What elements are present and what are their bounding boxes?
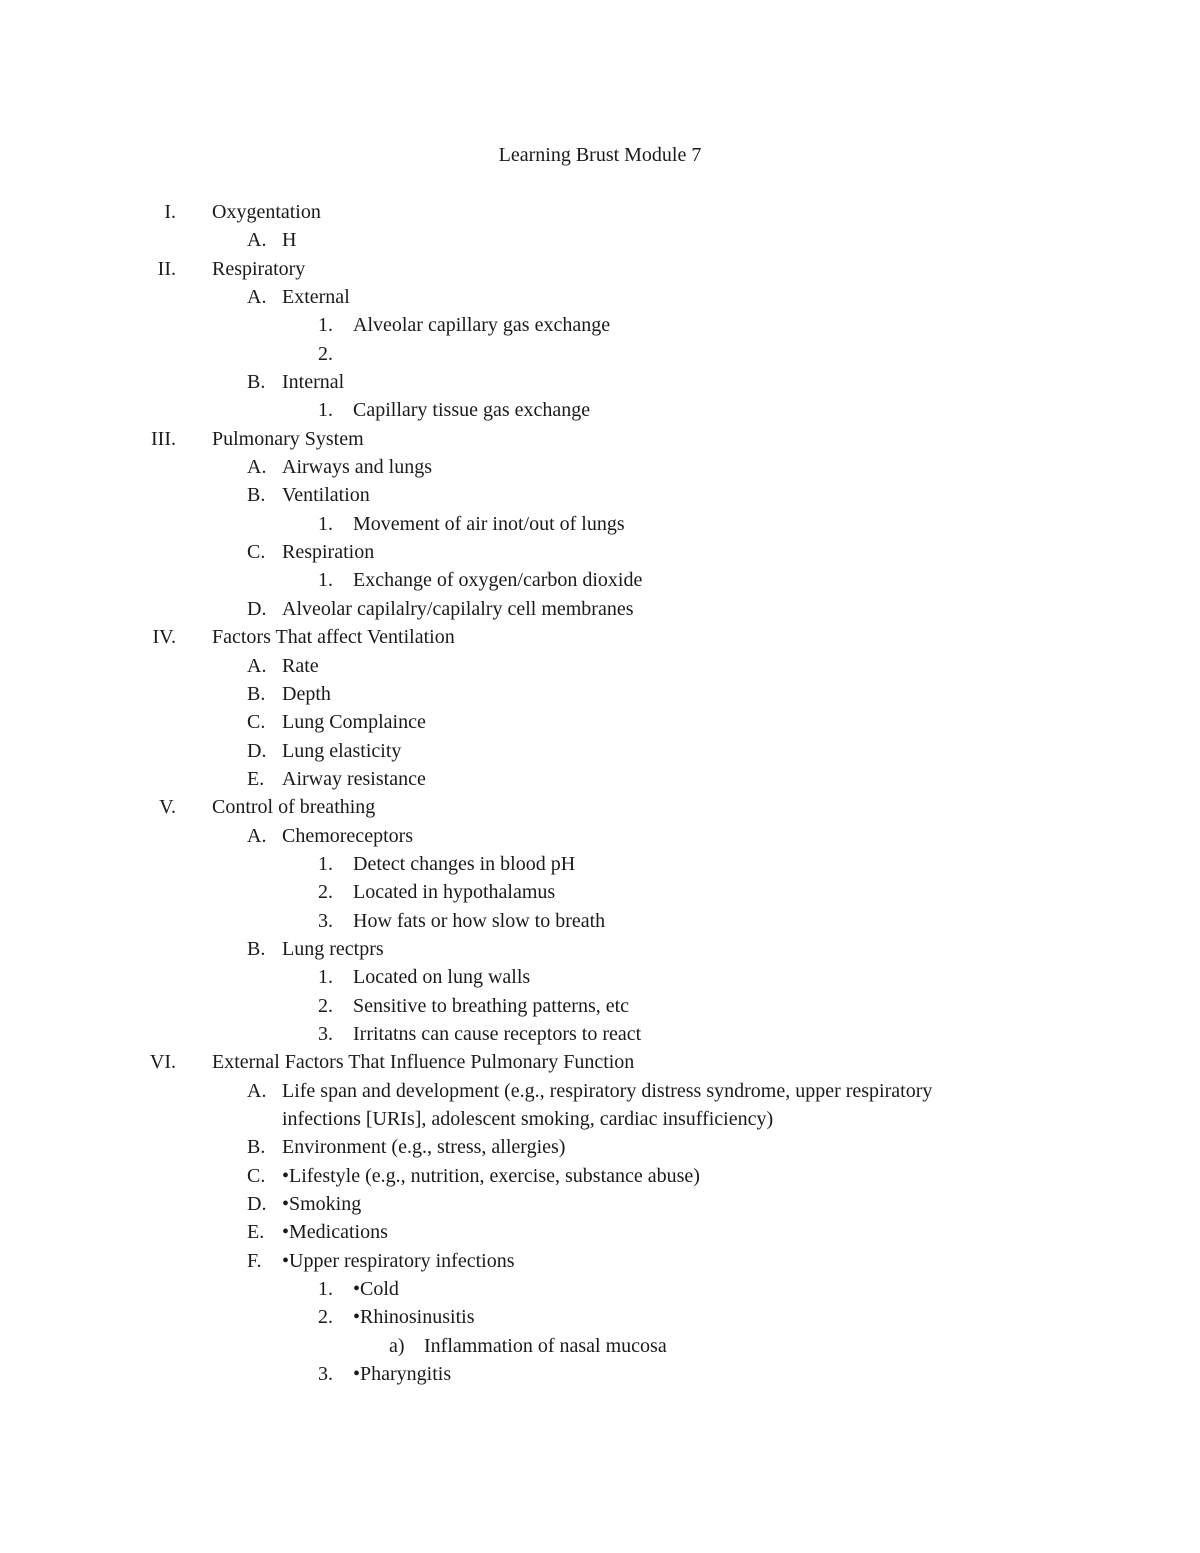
outline-item [0, 368, 1200, 396]
outline-text: Life span and development (e.g., respiratory distress syndrome, upper respiratory [282, 1079, 933, 1102]
outline-item [0, 708, 1200, 736]
outline-item [0, 1133, 1200, 1161]
outline-text: Oxygentation [212, 201, 321, 223]
outline-item [0, 226, 1200, 254]
outline-marker: A. [247, 824, 267, 847]
outline-item [0, 1303, 1200, 1331]
outline-item [0, 425, 1200, 453]
outline-text: Movement of air inot/out of lungs [353, 512, 625, 535]
outline-item [0, 1105, 1200, 1133]
outline-item [0, 1360, 1200, 1388]
outline-marker: III. [151, 427, 176, 450]
outline-item [0, 623, 1200, 651]
outline-marker: 2. [318, 994, 333, 1017]
outline-marker: E. [247, 767, 265, 790]
outline-item [0, 878, 1200, 906]
outline-text: Located in hypothalamus [353, 881, 556, 904]
outline-item [0, 1020, 1200, 1048]
outline-marker: C. [247, 541, 266, 564]
outline-text: Airway resistance [282, 767, 426, 790]
outline-marker: D. [247, 739, 267, 762]
outline-item [0, 765, 1200, 793]
outline-marker: V. [159, 796, 176, 819]
outline-marker: VI. [149, 1051, 176, 1074]
outline-item [0, 283, 1200, 311]
outline-marker: A. [247, 229, 267, 252]
outline-text: Detect changes in blood pH [353, 852, 576, 875]
outline-text: Exchange of oxygen/carbon dioxide [353, 569, 643, 592]
outline-text: Lung Complaince [282, 711, 426, 734]
outline-marker: 1. [318, 512, 333, 535]
outline-item [0, 850, 1200, 878]
outline-marker: a) [389, 1334, 405, 1357]
outline-text: External Factors That Influence Pulmonary Function [212, 1051, 635, 1074]
outline-item [0, 1048, 1200, 1076]
outline-text: Depth [282, 682, 331, 705]
outline-text: Respiration [282, 541, 375, 564]
outline-text: Capillary tissue gas exchange [353, 399, 591, 422]
outline-marker: C. [247, 711, 266, 734]
outline-text: •Pharyngitis [353, 1363, 452, 1386]
outline-text: Sensitive to breathing patterns, etc [353, 994, 630, 1017]
outline-list [0, 198, 1200, 1388]
outline-text: Inflammation of nasal mucosa [424, 1334, 667, 1357]
outline-marker: 3. [318, 909, 333, 932]
outline-item [0, 198, 1200, 226]
outline-text: Alveolar capilalry/capilalry cell membranes [282, 597, 634, 620]
outline-marker: 3. [318, 1022, 333, 1045]
outline-marker: B. [247, 682, 266, 705]
outline-marker: 1. [318, 314, 333, 337]
outline-marker: C. [247, 1164, 266, 1187]
outline-item [0, 311, 1200, 339]
outline-item [0, 652, 1200, 680]
outline-text: Internal [282, 371, 345, 394]
outline-item [0, 680, 1200, 708]
outline-marker: A. [247, 456, 267, 479]
outline-text: Irritatns can cause receptors to react [353, 1022, 642, 1045]
outline-item [0, 1247, 1200, 1275]
outline-marker: 1. [318, 966, 333, 989]
outline-item [0, 255, 1200, 283]
outline-marker: 2. [318, 881, 333, 904]
outline-marker: 2. [318, 342, 333, 365]
outline-text: Control of breathing [212, 796, 376, 819]
outline-text: How fats or how slow to breath [353, 909, 606, 932]
outline-text: Rate [282, 654, 319, 677]
outline-marker: B. [247, 1136, 266, 1159]
outline-text: Environment (e.g., stress, allergies) [282, 1136, 566, 1159]
outline-text: Ventilation [282, 484, 370, 507]
outline-item [0, 963, 1200, 991]
outline-marker: B. [247, 371, 266, 394]
outline-item [0, 510, 1200, 538]
outline-item [0, 935, 1200, 963]
outline-text: Lung rectprs [282, 937, 384, 960]
outline-item [0, 907, 1200, 935]
outline-text: infections [URIs], adolescent smoking, cardiac insufficiency) [282, 1108, 774, 1130]
outline-item [0, 992, 1200, 1020]
outline-item [0, 737, 1200, 765]
outline-text: Located on lung walls [353, 966, 531, 989]
outline-item [0, 453, 1200, 481]
outline-text: Lung elasticity [282, 739, 402, 762]
outline-item [0, 595, 1200, 623]
outline-marker: A. [247, 654, 267, 677]
outline-text: Pulmonary System [212, 427, 364, 450]
outline-text: Respiratory [212, 257, 306, 280]
outline-item [0, 1077, 1200, 1105]
outline-text: •Cold [353, 1278, 399, 1301]
outline-item [0, 538, 1200, 566]
outline-text: H [282, 229, 297, 252]
outline-text: •Medications [282, 1221, 388, 1244]
outline-marker: E. [247, 1221, 265, 1244]
outline-marker: A. [247, 286, 267, 309]
outline-marker: 1. [318, 852, 333, 875]
outline-item [0, 822, 1200, 850]
outline-marker: IV. [152, 626, 176, 649]
outline-item [0, 1332, 1200, 1360]
outline-item [0, 481, 1200, 509]
outline-item [0, 566, 1200, 594]
outline-marker: 3. [318, 1363, 333, 1386]
outline-marker: A. [247, 1079, 267, 1102]
outline-text: •Rhinosinusitis [353, 1306, 475, 1329]
outline-text: •Smoking [282, 1193, 362, 1216]
outline-marker: B. [247, 484, 266, 507]
outline-item [0, 1190, 1200, 1218]
outline-item [0, 340, 1200, 368]
outline-marker: I. [164, 201, 176, 223]
outline-item [0, 1162, 1200, 1190]
outline-item [0, 1275, 1200, 1303]
outline-text: •Upper respiratory infections [282, 1249, 515, 1272]
outline-marker: 1. [318, 1278, 333, 1301]
outline-item [0, 396, 1200, 424]
outline-marker: B. [247, 937, 266, 960]
outline-marker: D. [247, 1193, 267, 1216]
outline-item [0, 1218, 1200, 1246]
outline-text: •Lifestyle (e.g., nutrition, exercise, substance abuse) [282, 1164, 700, 1187]
outline-marker: 1. [318, 569, 333, 592]
outline-marker: D. [247, 597, 267, 620]
outline-item [0, 793, 1200, 821]
outline-marker: F. [247, 1249, 262, 1272]
outline-marker: 1. [318, 399, 333, 422]
outline-text: External [282, 286, 350, 309]
outline-marker: 2. [318, 1306, 333, 1329]
outline-text: Airways and lungs [282, 456, 432, 479]
document-title: Learning Brust Module 7 [498, 144, 702, 166]
outline-text: Factors That affect Ventilation [212, 626, 455, 649]
outline-text: Alveolar capillary gas exchange [353, 314, 611, 337]
outline-text: Chemoreceptors [282, 824, 414, 847]
outline-marker: II. [157, 257, 176, 280]
